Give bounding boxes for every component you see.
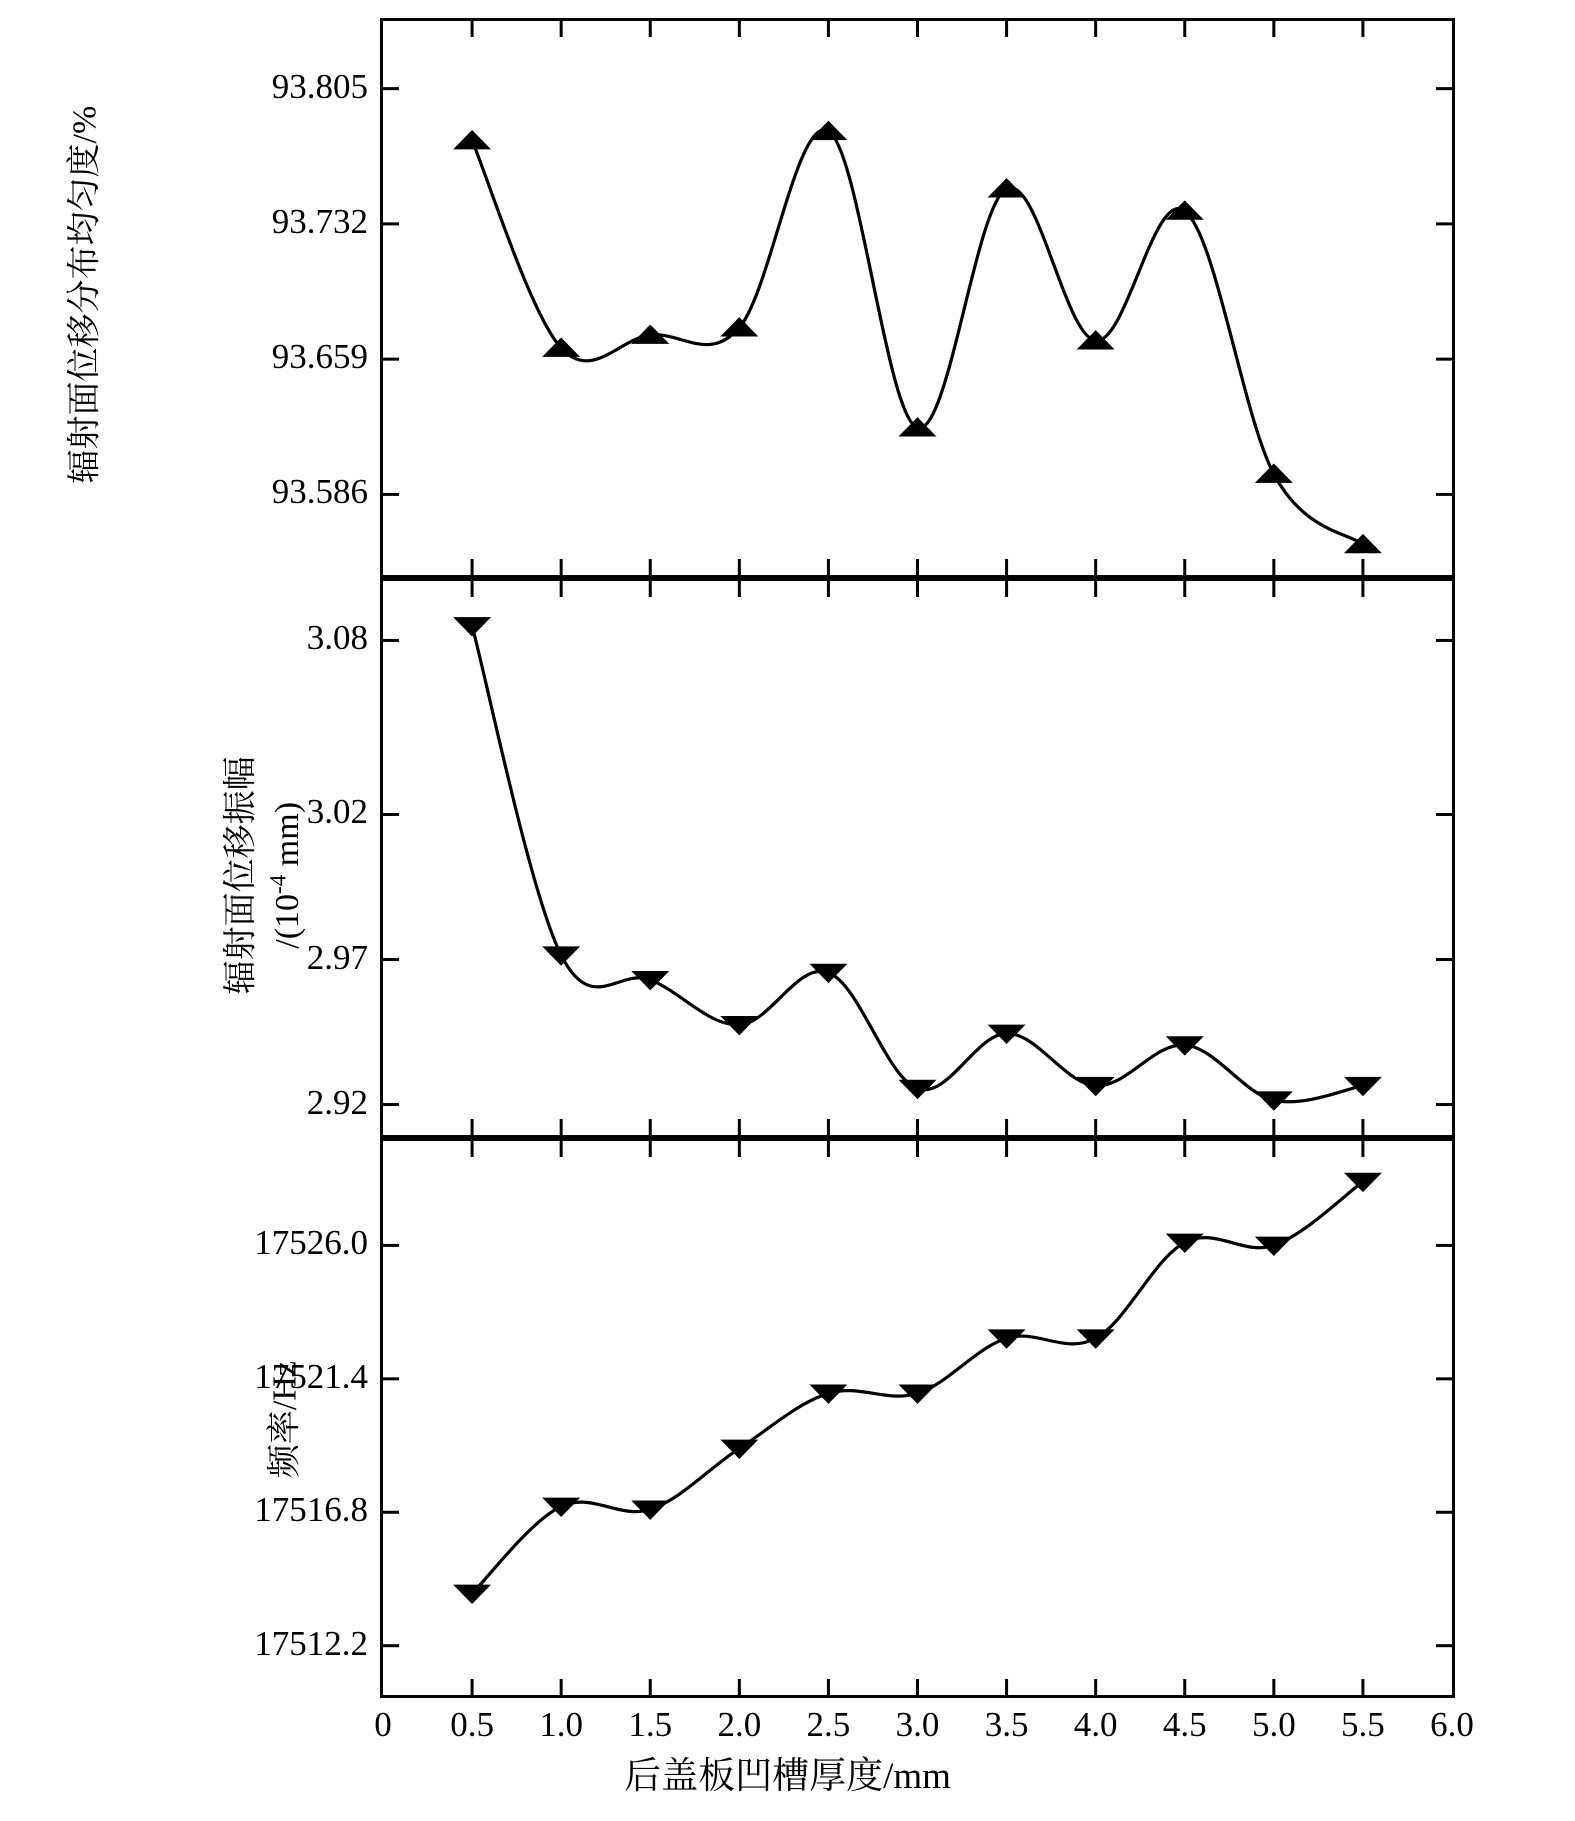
y-tick-label: 3.08 xyxy=(306,618,368,658)
uniformity-plot-area xyxy=(383,21,1452,575)
y-axis-label-middle-line1: 辐射面位移振幅 xyxy=(222,756,260,995)
y-axis-label-middle-unit-pre: /(10 xyxy=(269,893,307,949)
x-tick-label: 5.0 xyxy=(1251,1705,1296,1744)
y-tick-label: 17512.2 xyxy=(254,1623,368,1663)
y-tick-label: 93.586 xyxy=(271,472,368,512)
data-point-marker xyxy=(809,1385,847,1404)
chart-panel-uniformity xyxy=(380,18,1455,578)
x-tick-label: 4.5 xyxy=(1162,1705,1207,1744)
data-point-marker xyxy=(542,946,580,965)
x-tick-label: 3.0 xyxy=(895,1705,940,1744)
data-point-marker xyxy=(453,130,491,149)
data-point-marker xyxy=(542,337,580,356)
data-point-marker xyxy=(1077,1329,1115,1348)
y-axis-label-middle-exponent: -4 xyxy=(265,874,292,894)
data-point-marker xyxy=(988,1025,1026,1044)
frequency-plot-area xyxy=(383,1141,1452,1695)
data-point-marker xyxy=(720,1016,758,1035)
y-tick-label: 3.02 xyxy=(306,792,368,832)
chart-panel-frequency xyxy=(380,1138,1455,1698)
data-point-marker xyxy=(1077,1077,1115,1096)
amplitude-plot-area xyxy=(383,581,1452,1135)
x-tick-label: 3.5 xyxy=(984,1705,1029,1744)
y-tick-label: 17516.8 xyxy=(254,1490,368,1530)
data-point-marker xyxy=(809,121,847,140)
y-axis-label-bottom: 频率/Hz xyxy=(266,1361,304,1479)
data-point-marker xyxy=(988,1329,1026,1348)
x-tick-label: 1.5 xyxy=(628,1705,673,1744)
y-axis-label-middle xyxy=(220,665,311,1085)
x-tick-label: 5.5 xyxy=(1341,1705,1385,1744)
x-tick-label: 6.0 xyxy=(1430,1705,1474,1744)
data-point-marker xyxy=(1255,463,1293,482)
y-axis-label-middle-line2 xyxy=(264,665,311,1085)
x-tick-label: 0 xyxy=(374,1705,392,1744)
y-tick-label: 2.92 xyxy=(306,1082,368,1122)
series-line xyxy=(472,130,1363,544)
chart-panel-amplitude xyxy=(380,578,1455,1138)
y-tick-label: 93.659 xyxy=(271,337,368,377)
y-tick-label: 17521.4 xyxy=(254,1356,368,1396)
y-tick-label: 93.732 xyxy=(271,201,368,241)
x-tick-label: 4.0 xyxy=(1073,1705,1118,1744)
y-axis-label-middle-unit-post: mm) xyxy=(269,801,307,875)
data-point-marker xyxy=(988,178,1026,197)
data-point-marker xyxy=(453,1585,491,1604)
y-tick-label: 2.97 xyxy=(306,937,368,977)
data-point-marker xyxy=(1344,1077,1382,1096)
series-line xyxy=(472,626,1363,1102)
x-tick-label: 0.5 xyxy=(450,1705,494,1744)
data-point-marker xyxy=(1344,1173,1382,1192)
x-axis-title: 后盖板凹槽厚度/mm xyxy=(624,1756,951,1797)
x-tick-label: 2.5 xyxy=(806,1705,851,1744)
data-point-marker xyxy=(720,317,758,336)
x-tick-label: 1.0 xyxy=(539,1705,584,1744)
data-point-marker xyxy=(453,617,491,636)
y-axis-label-top: 辐射面位移分布均匀度/% xyxy=(66,105,104,484)
y-tick-label: 17526.0 xyxy=(254,1223,368,1263)
x-tick-label: 2.0 xyxy=(717,1705,762,1744)
data-point-marker xyxy=(899,1385,937,1404)
y-tick-label: 93.805 xyxy=(271,66,368,106)
